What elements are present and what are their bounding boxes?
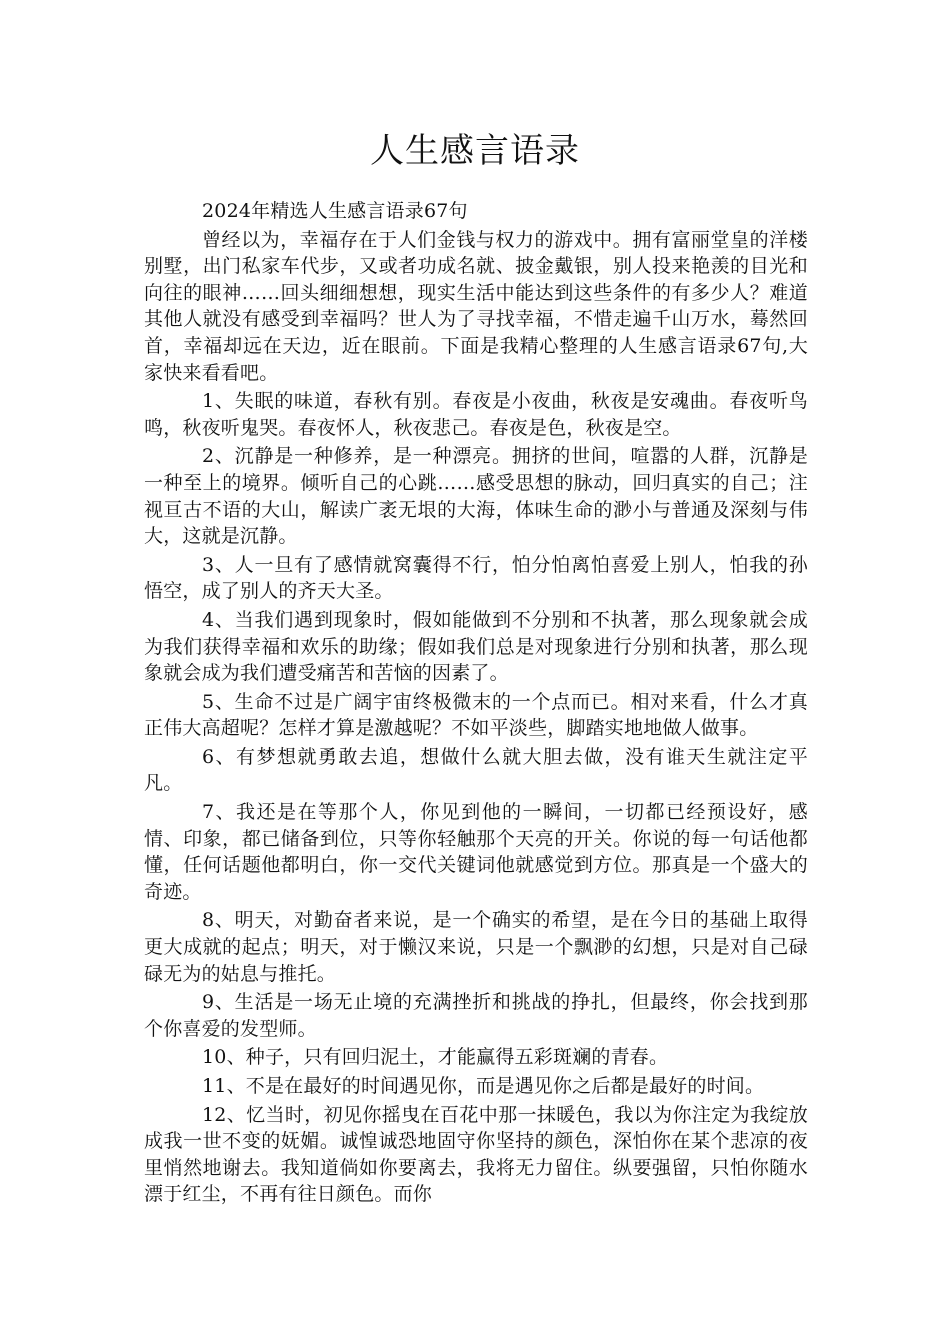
quote-item-11: 11、不是在最好的时间遇见你，而是遇见你之后都是最好的时间。 (202, 1075, 765, 1097)
quote-item-10: 10、种子，只有回归泥土，才能赢得五彩斑斓的青春。 (202, 1046, 669, 1069)
subtitle-line: 2024年精选人生感言语录67句 (202, 200, 468, 222)
document-body (144, 198, 808, 1210)
quote-item-8: 8、明天，对勤奋者来说，是一个确实的希望，是在今日的基础上取得更大成就的起点；明天，对于懒汉来说，只是一个飘渺的幻想，只是对自己碌碌无为的姑息与推托。 (144, 909, 808, 985)
quote-item-7: 7、我还是在等那个人，你见到他的一瞬间，一切都已经预设好，感情、印象，都已储备到位，只等你轻触那个天亮的开关。你说的每一句话他都懂，任何话题他都明白，你一交代关键词他就感觉到方位。那真是一个盛大的奇迹。 (144, 801, 808, 903)
quote-item-12: 12、忆当时，初见你摇曳在百花中那一抹暖色，我以为你注定为我绽放成我一世不变的妩媚。诚惶诚恐地固守你坚持的颜色，深怕你在某个悲凉的夜里悄然地谢去。我知道倘如你要离去，我将无力留住。纵要强留，只怕你随水漂于红尘，不再有往日颜色。而你 (144, 1103, 808, 1206)
quote-item-6: 6、有梦想就勇敢去追，想做什么就大胆去做，没有谁天生就注定平凡。 (144, 745, 808, 795)
quote-item-4: 4、当我们遇到现象时，假如能做到不分别和不执著，那么现象就会成为我们获得幸福和欢乐的助缘；假如我们总是对现象进行分别和执著，那么现象就会成为我们遭受痛苦和苦恼的因素了。 (144, 608, 808, 685)
document-title: 人生感言语录 (370, 131, 580, 171)
quote-item-1: 1、失眠的味道，春秋有别。春夜是小夜曲，秋夜是安魂曲。春夜听鸟鸣，秋夜听鬼哭。春夜怀人，秋夜悲己。春夜是色，秋夜是空。 (144, 390, 808, 439)
intro-paragraph: 曾经以为，幸福存在于人们金钱与权力的游戏中。拥有富丽堂皇的洋楼别墅，出门私家车代步，又或者功成名就、披金戴银，别人投来艳羡的目光和向往的眼神……回头细细想想，现实生活中能达到这些条件的有多少人？难道其他人就没有感受到幸福吗？世人为了寻找幸福，不惜走遍千山万水，蓦然回首，幸福却远在天边，近在眼前。下面是我精心整理的人生感言语录67句,大家快来看看吧。 (144, 228, 808, 384)
quote-item-3: 3、人一旦有了感情就窝囊得不行，怕分怕离怕喜爱上别人，怕我的孙悟空，成了别人的齐天大圣。 (144, 553, 808, 603)
quote-item-2: 2、沉静是一种修养，是一种漂亮。拥挤的世间，喧嚣的人群，沉静是一种至上的境界。倾听自己的心跳……感受思想的脉动，回归真实的自己；注视亘古不语的大山，解读广袤无垠的大海，体味生命的渺小与普通及深刻与伟大，这就是沉静。 (144, 445, 808, 548)
quote-item-5: 5、生命不过是广阔宇宙终极微末的一个点而已。相对来看，什么才真正伟大高超呢？怎样才算是激越呢？不如平淡些，脚踏实地地做人做事。 (144, 690, 808, 740)
quote-item-9: 9、生活是一场无止境的充满挫折和挑战的挣扎，但最终，你会找到那个你喜爱的发型师。 (144, 991, 808, 1040)
